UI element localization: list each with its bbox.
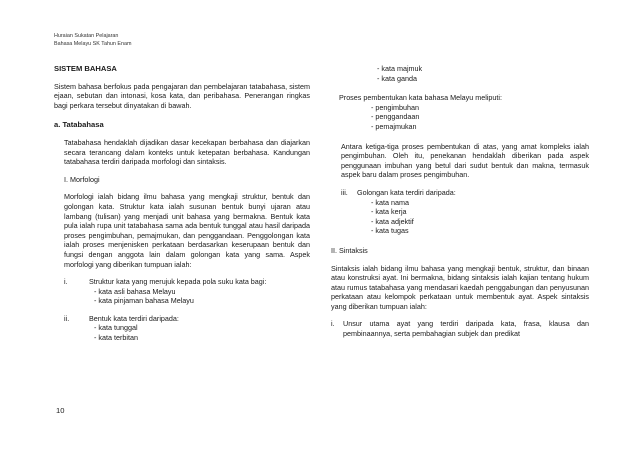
sintaksis-heading: II. Sintaksis bbox=[331, 245, 368, 255]
list-item-text: Struktur kata yang merujuk kepada pola suku kata bagi: bbox=[89, 277, 267, 287]
header-line-1: Huraian Sukatan Pelajaran bbox=[54, 33, 119, 39]
page-number: 10 bbox=[56, 406, 65, 415]
list-marker: i. bbox=[331, 319, 335, 329]
sub-list-item: - kata majmuk bbox=[377, 64, 423, 73]
list-item-ii bbox=[54, 314, 310, 324]
section-title: SISTEM BAHASA bbox=[54, 64, 117, 73]
morfologi-heading: I. Morfologi bbox=[64, 174, 100, 184]
list-item-text: Bentuk kata terdiri daripada: bbox=[89, 313, 179, 323]
list-item-iii bbox=[331, 188, 589, 198]
sintaksis-paragraph: Sintaksis ialah bidang ilmu bahasa yang mengkaji bentuk, struktur, dan binaan atau konstruksi ayat. Ini bermakna, bidang sintaksis ialah kajian tentang hukum atau rumus tatabahasa yang mendasari kaedah penggabungan dan penyusunan perkataan atau kelompok perkataan untuk membentuk ayat. Aspek sintaksis yang diberikan tumpuan ialah: bbox=[331, 263, 589, 311]
right-column bbox=[331, 64, 589, 339]
page-header bbox=[54, 33, 132, 48]
list-marker: ii. bbox=[64, 313, 70, 323]
sub-list-item: - penggandaan bbox=[371, 112, 420, 122]
sub-list-item: - kata tugas bbox=[371, 226, 409, 236]
sub-list-item: - kata pinjaman bahasa Melayu bbox=[94, 296, 194, 306]
header-line-2: Bahasa Melayu SK Tahun Enam bbox=[54, 40, 132, 47]
sub-list-item: - kata nama bbox=[371, 197, 409, 207]
sub-list-item: - kata ganda bbox=[377, 73, 417, 83]
tatabahasa-paragraph: Tatabahasa hendaklah dijadikan dasar kecekapan berbahasa dan diajarkan secara terancang dalam konteks untuk ketepatan berbahasa. Kandungan tatabahasa terdiri daripada morfologi dan sintaksis. bbox=[64, 137, 310, 167]
list-item-s-i bbox=[331, 319, 589, 338]
sub-list-item: - kata tunggal bbox=[94, 323, 138, 333]
left-column bbox=[54, 64, 310, 343]
proses-heading: Proses pembentukan kata bahasa Melayu meliputi: bbox=[339, 93, 503, 103]
list-marker: i. bbox=[64, 277, 68, 287]
sub-list-item: - kata kerja bbox=[371, 207, 407, 217]
sub-list-item: - pemajmukan bbox=[371, 121, 417, 131]
list-marker: iii. bbox=[341, 187, 348, 197]
antara-paragraph: Antara ketiga-tiga proses pembentukan di atas, yang amat kompleks ialah pengimbuhan. Oleh itu, penekanan hendaklah diberikan pada aspek penggunaan imbuhan yang betul dari sudut bentuk dan makna, termasuk aspek baru dalam proses pengimbuhan. bbox=[341, 141, 589, 180]
sub-list-item: - kata asli bahasa Melayu bbox=[94, 286, 176, 296]
subsection-heading-tatabahasa: a. Tatabahasa bbox=[54, 120, 104, 130]
sub-list-item: - pengimbuhan bbox=[371, 102, 419, 112]
list-item-text: Unsur utama ayat yang terdiri daripada kata, frasa, klausa dan pembinaannya, serta pembahagian subjek dan predikat bbox=[343, 319, 589, 339]
morfologi-paragraph: Morfologi ialah bidang ilmu bahasa yang mengkaji struktur, bentuk dan golongan kata. Struktur kata ialah susunan bentuk bunyi ujaran atau lambang (tulisan) yang menjadi unit bahasa yang bermakna. Bentuk kata pula ialah rupa unit tatabahasa sama ada bentuk tunggal atau hasil daripada proses pengimbuhan, pemajmukan, dan penggandaan. Penggolongan kata ialah proses menjenisken perkataan berdasarkan keserupaan bentuk dan fungsi dengan anggota lain dalam golongan kata yang sama. Aspek morfologi yang diberikan tumpuan ialah: bbox=[64, 192, 310, 269]
intro-paragraph: Sistem bahasa berfokus pada pengajaran dan pembelajaran tatabahasa, sistem ejaan, sebutan dan intonasi, kosa kata, dan peribahasa. Penerangan ringkas bagi perkara tersebut dinyatakan di bawah. bbox=[54, 81, 310, 110]
sub-list-item: - kata terbitan bbox=[94, 333, 138, 343]
list-item-text: Golongan kata terdiri daripada: bbox=[357, 187, 456, 197]
sub-list-item: - kata adjektif bbox=[371, 216, 414, 226]
list-item-i bbox=[54, 277, 310, 287]
